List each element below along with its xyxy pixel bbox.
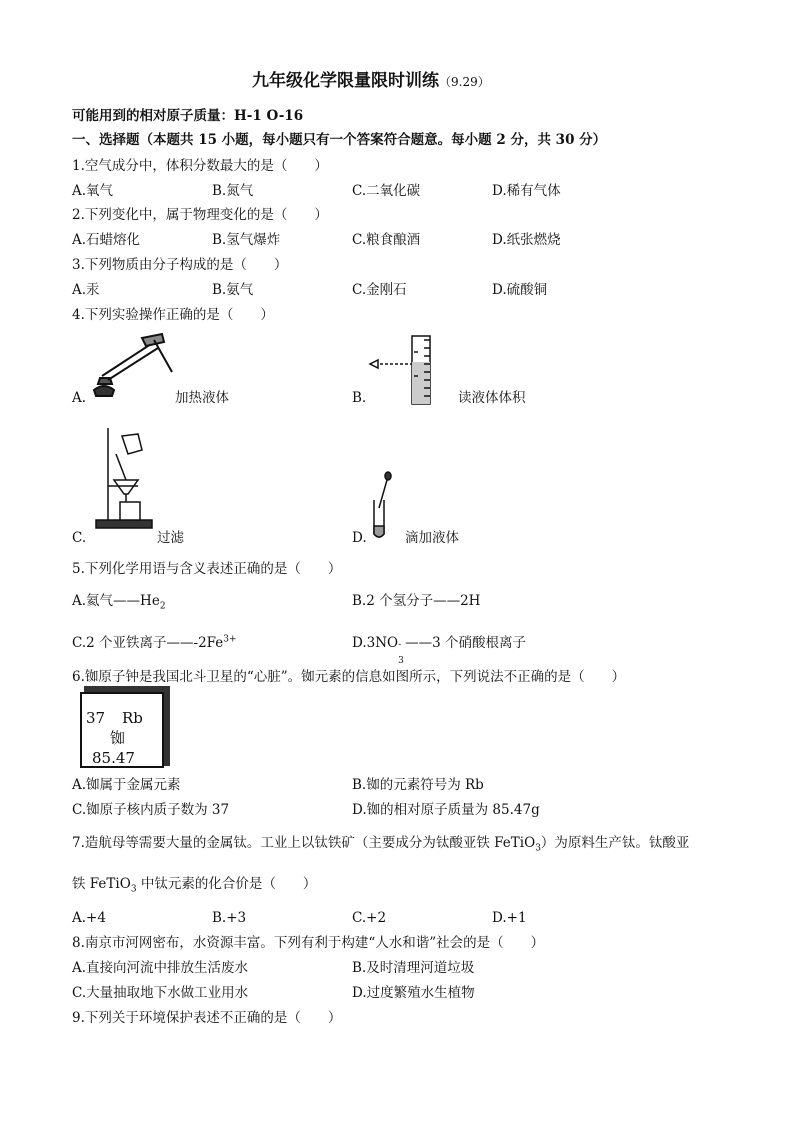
section-heading: 一、选择题（本题共 15 小题，每小题只有一个答案符合题意。每小题 2 分，共 30 分） xyxy=(72,132,607,148)
heating-liquid-figure xyxy=(84,332,174,400)
q4-option-c-letter: C. xyxy=(72,530,87,546)
q4-option-d-letter: D. xyxy=(352,530,367,546)
q7-option-d: D.+1 xyxy=(492,910,527,926)
q7-line1-pre: 7.造航母等需要大量的金属钛。工业上以钛铁矿（主要成分为钛酸亚铁 FeTiO xyxy=(72,835,536,851)
q7-line2-sub: 3 xyxy=(130,884,137,895)
q4-option-b-label: 读液体体积 xyxy=(458,390,526,406)
q5-option-a xyxy=(72,592,166,610)
title-date: （9.29） xyxy=(439,75,490,89)
q2-option-b: B.氢气爆炸 xyxy=(212,232,281,248)
q7-line2-pre: 铁 FeTiO xyxy=(72,876,131,892)
q3-option-a: A.汞 xyxy=(72,282,100,298)
q5-a-text: A.氦气——He xyxy=(72,593,160,609)
q8-option-d: D.过度繁殖水生植物 xyxy=(352,985,475,1001)
q6-option-a: A.铷属于金属元素 xyxy=(72,777,181,793)
q5-c-sup: 3+ xyxy=(223,634,237,645)
element-number: 37 xyxy=(86,709,106,727)
q8-option-a: A.直接向河流中排放生活废水 xyxy=(72,960,249,976)
q5-stem: 5.下列化学用语与含义表述正确的是（ ） xyxy=(72,561,342,577)
q4-option-a-label: 加热液体 xyxy=(175,390,229,406)
q2-stem: 2.下列变化中，属于物理变化的是（ ） xyxy=(72,207,328,223)
page-title xyxy=(252,72,490,91)
q2-option-a: A.石蜡熔化 xyxy=(72,232,141,248)
element-name: 铷 xyxy=(110,729,126,747)
read-volume-figure xyxy=(366,334,456,406)
q6-option-c: C.铷原子核内质子数为 37 xyxy=(72,802,230,818)
title-text: 九年级化学限量限时训练 xyxy=(252,71,439,91)
q5-a-sub: 2 xyxy=(159,601,166,612)
q4-option-d-label: 滴加液体 xyxy=(405,530,459,546)
q5-d-post: ——3 个硝酸根离子 xyxy=(405,635,526,651)
q1-option-c: C.二氧化碳 xyxy=(352,183,421,199)
q7-line2 xyxy=(72,875,316,893)
element-symbol: Rb xyxy=(122,709,143,727)
atomic-mass-note: 可能用到的相对原子质量：H-1 O-16 xyxy=(72,108,304,124)
element-tile-side xyxy=(164,686,170,766)
dropping-liquid-figure xyxy=(368,470,396,540)
q8-option-c: C.大量抽取地下水做工业用水 xyxy=(72,985,249,1001)
q4-stem: 4.下列实验操作正确的是（ ） xyxy=(72,307,274,323)
q3-option-b: B.氨气 xyxy=(212,282,254,298)
q7-line1-sub: 3 xyxy=(535,843,541,854)
q4-option-c-label: 过滤 xyxy=(157,530,184,546)
q5-d-pre: D.3NO xyxy=(352,635,399,651)
q4-option-a-letter: A. xyxy=(72,390,87,406)
q1-option-a: A.氧气 xyxy=(72,183,114,199)
q7-option-a: A.+4 xyxy=(72,910,106,926)
q5-option-d: D.3NO - 3 ——3 个硝酸根离子 xyxy=(352,635,526,666)
element-mass: 85.47 xyxy=(92,749,135,767)
q6-option-d: D.铷的相对原子质量为 85.47g xyxy=(352,802,540,818)
q3-option-d: D.硫酸铜 xyxy=(492,282,548,298)
q1-option-b: B.氮气 xyxy=(212,183,254,199)
q3-option-c: C.金刚石 xyxy=(352,282,407,298)
q2-option-c: C.粮食酿酒 xyxy=(352,232,421,248)
q5-c-text: C.2 个亚铁离子——-2Fe xyxy=(72,635,224,651)
q8-stem: 8.南京市河网密布，水资源丰富。下列有利于构建“人水和谐”社会的是（ ） xyxy=(72,935,545,951)
q7-option-c: C.+2 xyxy=(352,910,387,926)
q5-option-c xyxy=(72,634,237,652)
q7-line1-post: ）为原料生产钛。钛酸亚 xyxy=(540,835,690,851)
q6-option-b: B.铷的元素符号为 Rb xyxy=(352,777,484,793)
q5-option-b: B.2 个氢分子——2H xyxy=(352,593,481,609)
q4-option-b-letter: B. xyxy=(352,390,367,406)
q2-option-d: D.纸张燃烧 xyxy=(492,232,561,248)
q9-stem: 9.下列关于环境保护表述不正确的是（ ） xyxy=(72,1010,342,1026)
q7-option-b: B.+3 xyxy=(212,910,247,926)
q1-stem: 1.空气成分中，体积分数最大的是（ ） xyxy=(72,158,328,174)
filtration-figure xyxy=(94,424,156,530)
q7-line2-post: 中钛元素的化合价是（ ） xyxy=(136,876,317,892)
q3-stem: 3.下列物质由分子构成的是（ ） xyxy=(72,257,288,273)
q6-stem: 6.铷原子钟是我国北斗卫星的“心脏”。铷元素的信息如图所示，下列说法不正确的是（ ） xyxy=(72,669,626,685)
q8-option-b: B.及时清理河道垃圾 xyxy=(352,960,475,976)
q7-line1 xyxy=(72,834,689,852)
q1-option-d: D.稀有气体 xyxy=(492,183,561,199)
